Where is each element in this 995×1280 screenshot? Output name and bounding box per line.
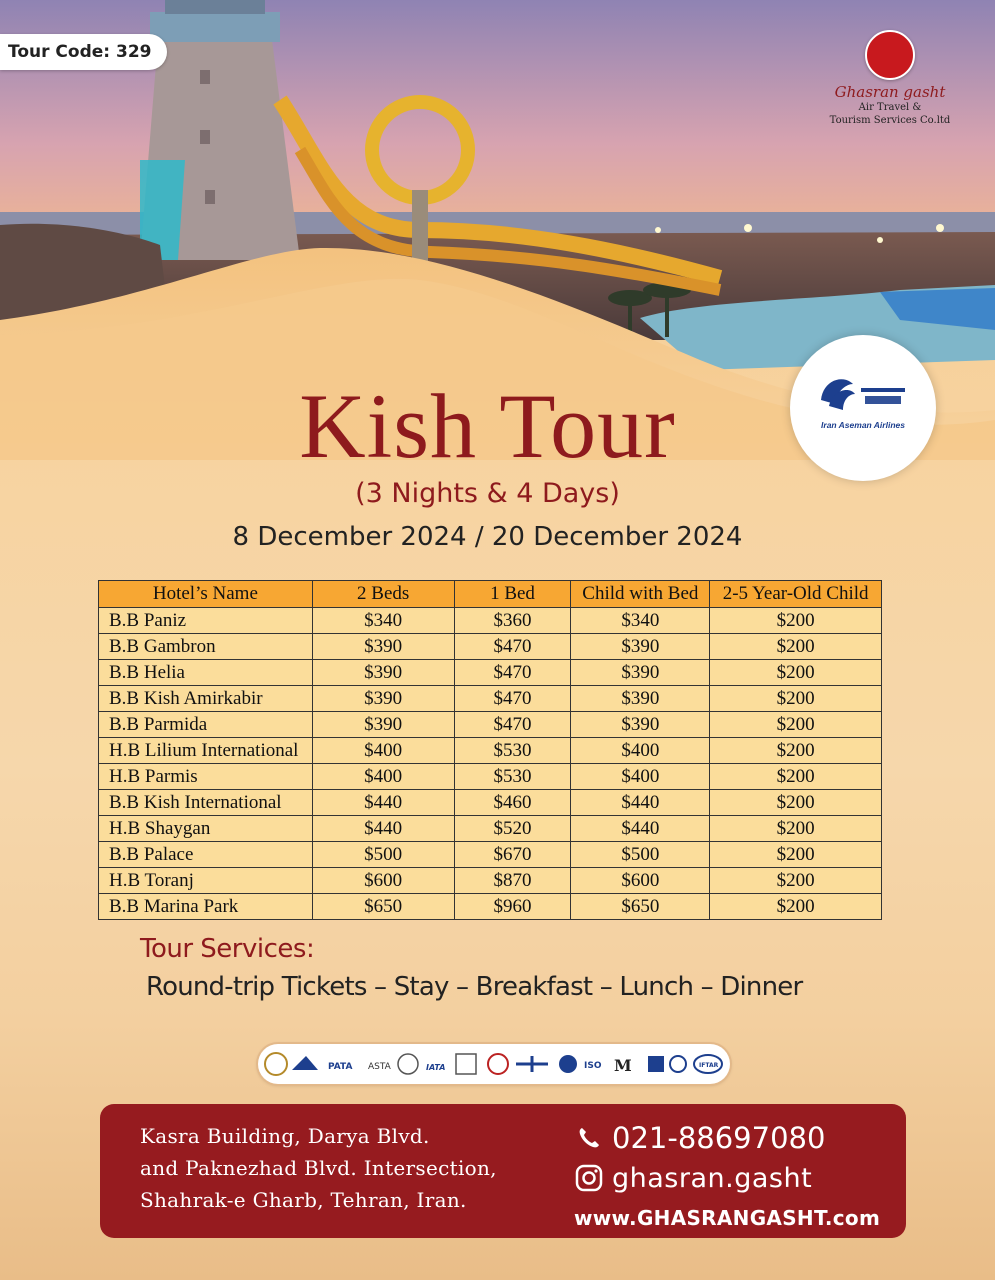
website-link[interactable]: www.GHASRANGASHT.com [574,1206,881,1230]
tour-duration: (3 Nights & 4 Days) [355,478,620,509]
table-row [99,608,882,634]
address-line-1: Kasra Building, Darya Blvd. [140,1124,430,1148]
brand-emblem-icon [865,30,915,80]
moody-logo-icon: M [614,1056,632,1075]
price-cell: $530 [454,764,571,790]
price-cell: $440 [571,816,710,842]
price-cell: $440 [312,816,454,842]
table-row [99,894,882,920]
logo-iata: IATA [426,1063,446,1072]
price-cell: $400 [571,738,710,764]
hotel-name-cell: B.B Parmida [99,712,313,738]
phone-number[interactable]: 021-88697080 [612,1121,826,1155]
price-cell: $390 [312,634,454,660]
page-title: Kish Tour [299,375,676,477]
e-logo-icon [670,1056,686,1072]
price-cell: $340 [571,608,710,634]
brand-name: Ghasran gasht [834,83,946,101]
table-row [99,764,882,790]
brand-logo [815,30,965,127]
address-line-2: and Paknezhad Blvd. Intersection, [140,1156,497,1180]
price-cell: $470 [454,660,571,686]
price-cell: $200 [710,660,882,686]
price-cell: $360 [454,608,571,634]
price-cell: $470 [454,712,571,738]
price-cell: $600 [312,868,454,894]
price-cell: $470 [454,634,571,660]
column-header-child-with-bed: Child with Bed [571,581,710,608]
price-cell: $390 [571,686,710,712]
price-cell: $200 [710,764,882,790]
column-header-hotel: Hotel’s Name [99,581,313,608]
logo-iftar: IFTAR [699,1062,719,1069]
logo-iso: ISO [584,1061,602,1071]
instagram-handle[interactable]: ghasran.gasht [612,1162,813,1194]
tour-services-list: Round-trip Tickets – Stay – Breakfast – Lunch – Dinner [146,972,803,1002]
table-row [99,660,882,686]
hotel-name-cell: B.B Paniz [99,608,313,634]
hotel-name-cell: H.B Lilium International [99,738,313,764]
hotel-name-cell: B.B Kish International [99,790,313,816]
price-cell: $440 [571,790,710,816]
price-cell: $390 [571,634,710,660]
price-cell: $200 [710,738,882,764]
table-row [99,738,882,764]
price-cell: $390 [312,660,454,686]
instagram-row[interactable] [574,1158,880,1198]
price-cell: $200 [710,686,882,712]
table-row [99,790,882,816]
logo-asta: ASTA [368,1062,391,1072]
price-cell: $470 [454,686,571,712]
price-cell: $400 [571,764,710,790]
tour-dates: 8 December 2024 / 20 December 2024 [232,522,743,552]
airline-name: Iran Aseman Airlines [821,420,905,430]
brand-subtitle-line2: Tourism Services Co.ltd [829,115,951,126]
price-cell: $390 [312,712,454,738]
price-cell: $960 [454,894,571,920]
hotel-name-cell: B.B Palace [99,842,313,868]
phone-icon [574,1123,604,1153]
tour-code-badge: Tour Code: 329 [0,34,167,70]
phone-row[interactable] [574,1118,880,1158]
price-cell: $600 [571,868,710,894]
table-row [99,634,882,660]
badge-logo-icon [559,1055,577,1073]
table-row [99,868,882,894]
address-line-3: Shahrak-e Gharb, Tehran, Iran. [140,1188,467,1212]
logo-pata: PATA [328,1062,353,1072]
price-cell: $870 [454,868,571,894]
price-cell: $200 [710,608,882,634]
emblem-logo-icon [265,1053,287,1075]
price-cell: $200 [710,842,882,868]
building-logo-icon [648,1056,664,1072]
price-cell: $530 [454,738,571,764]
price-cell: $500 [571,842,710,868]
table-row [99,842,882,868]
contact-footer [100,1104,906,1238]
hotel-name-cell: H.B Parmis [99,764,313,790]
price-cell: $400 [312,764,454,790]
hotel-name-cell: B.B Gambron [99,634,313,660]
price-cell: $520 [454,816,571,842]
price-cell: $390 [312,686,454,712]
price-cell: $650 [571,894,710,920]
price-cell: $390 [571,712,710,738]
table-header-row [99,581,882,608]
seal-logo-icon [398,1054,418,1074]
price-cell: $200 [710,894,882,920]
price-cell: $500 [312,842,454,868]
brand-subtitle-line1: Air Travel & [858,102,922,113]
ring-logo-icon [488,1054,508,1074]
hotel-name-cell: B.B Helia [99,660,313,686]
table-body [99,608,882,920]
hotel-name-cell: H.B Shaygan [99,816,313,842]
table-row [99,686,882,712]
instagram-icon [574,1163,604,1193]
hotel-name-cell: B.B Marina Park [99,894,313,920]
contact-block [574,1118,880,1238]
hotel-name-cell: B.B Kish Amirkabir [99,686,313,712]
stamp-logo-icon [456,1054,476,1074]
plane-logo-icon [292,1056,318,1070]
price-cell: $200 [710,790,882,816]
price-cell: $670 [454,842,571,868]
price-cell: $200 [710,712,882,738]
price-cell: $340 [312,608,454,634]
price-cell: $400 [312,738,454,764]
accreditation-logos [258,1044,730,1084]
column-header-1-bed: 1 Bed [454,581,571,608]
wings-logo-icon [516,1056,548,1072]
price-cell: $440 [312,790,454,816]
price-cell: $200 [710,868,882,894]
price-cell: $200 [710,634,882,660]
column-header-2-beds: 2 Beds [312,581,454,608]
column-header-child-2-5: 2-5 Year-Old Child [710,581,882,608]
hotel-name-cell: H.B Toranj [99,868,313,894]
table-row [99,712,882,738]
price-cell: $460 [454,790,571,816]
website-row[interactable] [574,1198,880,1238]
tour-services-heading: Tour Services: [140,934,315,964]
table-row [99,816,882,842]
address-block [140,1120,497,1216]
price-cell: $650 [312,894,454,920]
price-cell: $390 [571,660,710,686]
price-table [98,580,882,920]
price-cell: $200 [710,816,882,842]
